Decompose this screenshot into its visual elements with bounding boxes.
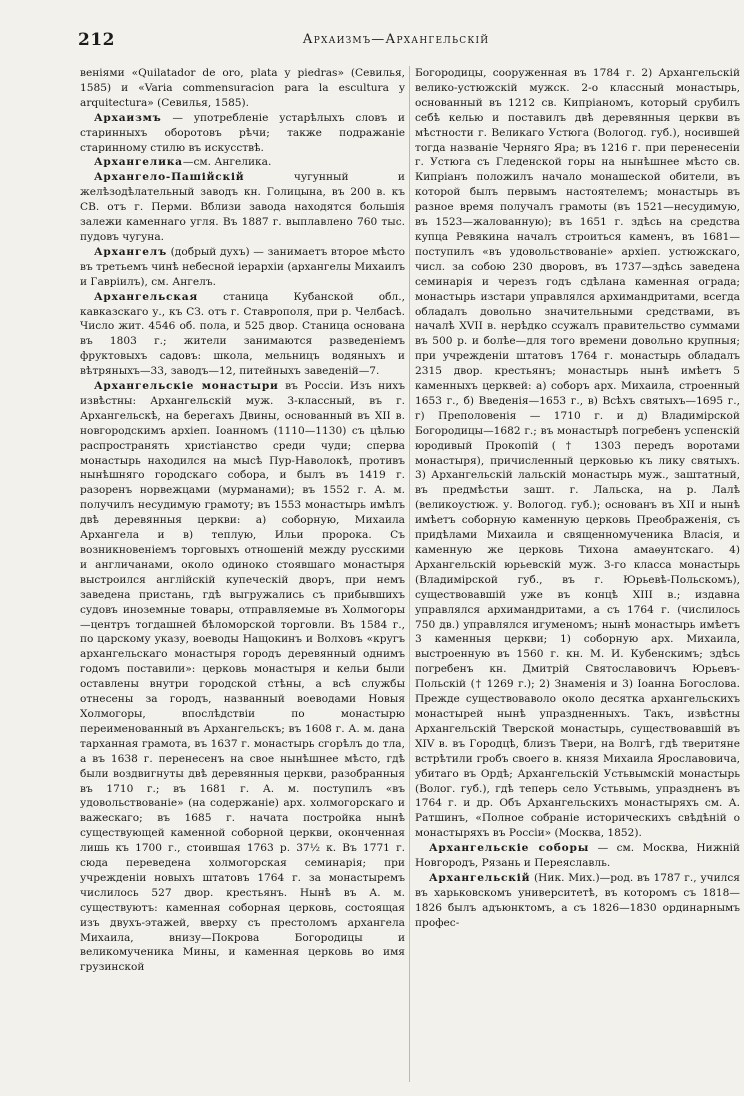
entry-text: въ Россіи. Изъ нихъ извѣстны: Архангельскій муж. 3-классный, въ г. Архангельскѣ, на берегахъ Двины, основанный въ XII в. новгородскимъ архіеп. Іоанномъ (1110—1130) съ цѣлью распространять христіанство среди чуди; сперва монастырь находился на мысѣ Пур-Наволокѣ, противъ нынѣшняго городскаго собора, и былъ въ 1419 г. разоренъ норвежцами (мурманами); въ 1552 г. А. м. получилъ несудимую грамоту; въ 1553 монастырь имѣлъ двѣ деревянныя церкви: а) соборную, Михаила Архангела и в) теплую, Ильи пророка. Съ возникновеніемъ торговыхъ отношеній между русскими и англичанами, около одиноко стоявшаго монастыря выстроился англійскій купеческій дворъ, при немъ заведена пристань, гдѣ выгружались съ прибывшихъ судовъ иноземные товары, отправляемые въ Холмогоры—центръ тогдашней бѣломорской торговли. Въ 1584 г., по царскому указу, воеводы Нащокинъ и Волховъ «кругъ архангельскаго монастыря городъ деревянный однимъ годомъ поставили»: церковь монастыря и кельи были оставлены внутри городской стѣны, а всѣ службы отнесены за городъ, названный воеводами Новыя Холмогоры, впослѣдствіи по монастырю переименованный въ Архангельскъ; въ 1608 г. А. м. дана тарханная грамота, въ 1637 г. монастырь сгорѣлъ до тла, а въ 1638 г. перенесенъ на свое нынѣшнее мѣсто, гдѣ были воздвигнуты двѣ деревянныя церкви, разобранныя въ 1710 г.; въ 1681 г. А. м. поступилъ «въ удовольствованіе» (на содержаніе) арх. холмогорскаго и важескаго; въ 1685 г. начата постройка нынѣ существующей каменной соборной церкви, оконченная лишь къ 1700 г., стоившая 1763 р. 37½ к. Въ 1771 г. сюда переведена холмогорская семинарія; при учрежденіи новыхъ штатовъ 1764 г. за монастыремъ числилось 527 двор. крестьянъ. Нынѣ въ А. м. существуютъ: каменная соборная церковь, состоящая изъ двухъ-этажей, вверху съ престоломъ архангела Михаила, внизу—Покрова Богородицы и великомученика Мины, и каменная церковь во имя грузинской [80, 380, 405, 974]
entry-headword: Архангельская [94, 290, 199, 303]
left-column [80, 66, 405, 1082]
entry-text: чугунный и желѣзодѣлательный заводъ кн. Голицына, въ 200 в. къ СВ. отъ г. Перми. Вблизи завода находятся большія залежи каменнаго угля. Въ 1887 г. выплавлено 760 тыс. пудовъ чугуна. [80, 171, 405, 243]
entry-text: станица Кубанской обл., кавказскаго у., къ СЗ. отъ г. Ставрополя, при р. Челбасѣ. Число жит. 4546 об. пола, и 525 двор. Станица основана въ 1803 г.; жители занимаются разведеніемъ фруктовыхъ садовъ: школа, мельницъ водяныхъ и вѣтряныхъ—33, заводъ—12, питейныхъ заведеній—7. [80, 290, 405, 378]
entry-text: (Ник. Мих.)—род. въ 1787 г., учился въ харьковскомъ университетѣ, въ которомъ съ 1818—1826 былъ адъюнктомъ, а съ 1826—1830 ординарнымъ профес- [415, 871, 740, 929]
continued-paragraph: Богородицы, сооруженная въ 1784 г. 2) Архангельскій велико-устюжскій мужск. 2-о классный монастырь, основанный въ 1212 св. Кипріаномъ, который срубилъ себѣ келью и поставилъ двѣ деревянныя церкви въ мѣстности г. Великаго Устюга (Вологод. губ.), носившей тогда названіе Черняго Яра; въ 1216 г. при перенесеніи г. Устюга съ Гледенской горы на нынѣшнее мѣсто св. Кипріанъ положилъ начало монашеской обители, въ которой былъ первымъ настоятелемъ; монастырь въ разное время получалъ грамоты (въ 1521—несудимую, въ 1523—жалованную); въ 1651 г. здѣсь на средства купца Ревякина началъ строиться каменъ, въ 1681—поступилъ «въ удовольствованіе» архіеп. устюжскаго, числ. за собою 230 дворовъ, въ 1737—здѣсь заведена семинарія и черезъ годъ сдѣлана каменная ограда; монастырь изстари управлялся архимандритами, всегда обладалъ довольно значительными средствами, въ началѣ XVII в. нерѣдко ссужалъ правительство суммами въ 500 р. и болѣе—для того времени довольно крупныя; при учрежденіи штатовъ 1764 г. монастырь обладалъ 2315 двор. крестьянъ; монастырь нынѣ имѣетъ 5 каменныхъ церквей: а) соборъ арх. Михаила, строенный 1653 г., б) Введенія—1653 г., в) Всѣхъ святыхъ—1695 г., г) Преполовенія — 1710 г. и д) Владимірской Богородицы—1682 г.; въ монастырѣ погребенъ успенскій юродивый Прокопій († 1303 передъ воротами монастыря), причисленный церковью къ лику святыхъ. 3) Архангельскій лальскій монастырь муж., заштатный, въ предмѣстьи зашт. г. Лальска, на р. Лалѣ (великоустюж. у. Вологод. губ.); основанъ въ XII и нынѣ имѣетъ соборную каменную церковь Преображенія, съ придѣлами Михаила и священномученика Власія, и каменную же церковь Тихона амаѳунтскаго. 4) Архангельскій юрьевскій муж. 3-го класса монастырь (Владимірской губ., въ г. Юрьевѣ-Польскомъ), существовавшій уже въ концѣ XIII в.; издавна управлялся архимандритами, а съ 1764 г. (числилось 750 дв.) управлялся игуменомъ; нынѣ монастырь имѣетъ 3 каменныя церкви; 1) соборную арх. Михаила, выстроенную въ 1560 г. кн. М. И. Кубенскимъ; здѣсь погребенъ кн. Дмитрій Святославовичъ Юрьевъ-Польскій († 1269 г.); 2) Знаменія и 3) Іоанна Богослова. Прежде существоваволо около десятка архангельскихъ монастырей нынѣ упраздненныхъ. Такъ, извѣстны Архангельскій Тверской монастырь, существовавшій въ XIV в. въ Городцѣ, близъ Твери, на Волгѣ, гдѣ тверитяне встрѣтили гробъ своего в. князя Михаила Ярославовича, убитаго въ Ордѣ; Архангельскій Устьвымскій монастырь (Волог. губ.), гдѣ теперь село Устьвымь, упраздненъ въ 1764 г. и др. Объ Архангельскихъ монастыряхъ см. А. Ратшинъ, «Полное собраніе историческихъ свѣдѣній о монастыряхъ въ Россіи» (Москва, 1852). [415, 67, 740, 840]
right-column [415, 66, 740, 1082]
entry-paragraph [80, 379, 405, 975]
entry-headword: Архангельскіе монастыри [94, 380, 279, 393]
entry-text: — см. Москва, Нижній Новгородъ, Рязань и Переяславль. [415, 842, 740, 870]
entry-headword: Архангельскій [429, 871, 531, 884]
column-divider [409, 66, 410, 1082]
page-number: 212 [78, 30, 115, 50]
entry-text: (добрый духъ) — занимаетъ второе мѣсто въ третьемъ чинѣ небесной іерархіи (архангелы Михаилъ и Гавріилъ), см. Ангелъ. [80, 245, 405, 288]
entry-text: —см. Ангелика. [182, 156, 272, 169]
entry-headword: Архангельскіе соборы [429, 842, 590, 855]
page-header [78, 30, 714, 56]
entry-text: — употребленіе устарѣлыхъ словъ и старинныхъ оборотовъ рѣчи; также подражаніе старинному стилю въ искусствѣ. [80, 111, 405, 154]
entry-paragraph [415, 871, 740, 931]
entry-paragraph [80, 245, 405, 290]
entry-paragraph [80, 170, 405, 245]
entry-paragraph [80, 290, 405, 379]
continued-paragraph: веніями «Quilatador de oro, plata y piedras» (Севилья, 1585) и «Varia commensuracion para la escultura y arquitectura» (Севилья, 1585). [80, 67, 405, 109]
entry-paragraph [80, 155, 405, 170]
running-head: Архаизмъ—Архангельскій [302, 32, 490, 47]
entry-headword: Архангело-Пашійскій [94, 171, 245, 184]
entry-paragraph [415, 841, 740, 871]
entry-headword: Архангелика [94, 156, 183, 169]
entry-headword: Архаизмъ [94, 111, 162, 124]
entry-paragraph [80, 111, 405, 156]
entry-headword: Архангелъ [94, 245, 167, 258]
